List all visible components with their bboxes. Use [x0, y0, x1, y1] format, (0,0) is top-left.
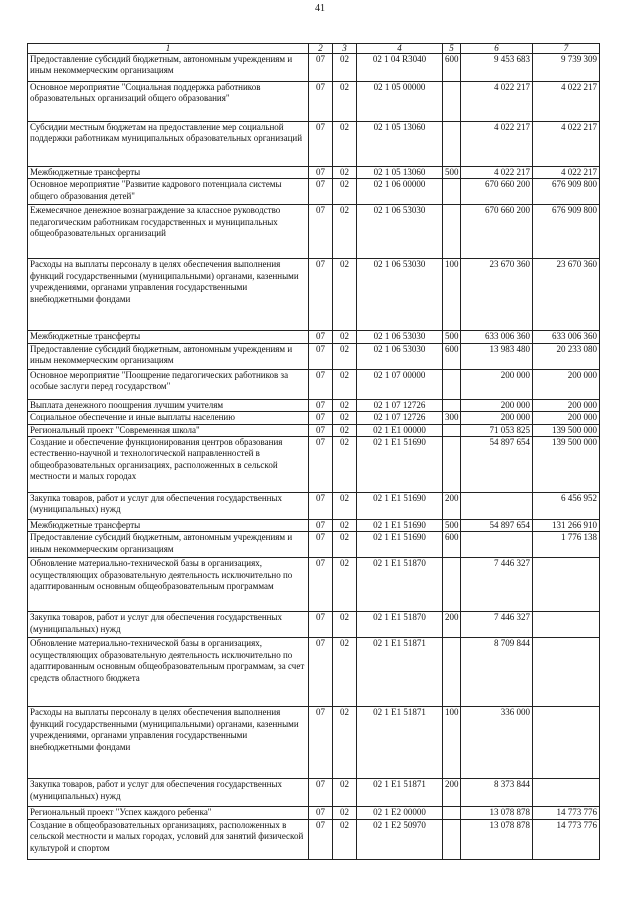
row-amount-year2: 131 266 910 — [533, 520, 600, 532]
row-target-article: 02 1 04 R3040 — [357, 54, 443, 82]
table-row — [28, 343, 600, 369]
column-header: 2 — [309, 44, 333, 54]
row-name: Закупка товаров, работ и услуг для обеспечения государственных (муниципальных) нужд — [28, 493, 309, 520]
row-amount-year1: 54 897 654 — [461, 437, 533, 493]
row-subsection: 02 — [333, 807, 357, 819]
row-name: Предоставление субсидий бюджетным, автономным учреждениям и иным некоммерческим организациям — [28, 54, 309, 82]
row-target-article: 02 1 05 13060 — [357, 167, 443, 179]
row-subsection: 02 — [333, 331, 357, 343]
table-row — [28, 259, 600, 331]
row-section: 07 — [309, 167, 333, 179]
row-subsection: 02 — [333, 638, 357, 707]
row-name: Создание и обеспечение функционирования центров образования естественно-научной и технологической направленностей в общеобразовательных организациях, расположенных в сельской местности и малых городах — [28, 437, 309, 493]
table-row — [28, 520, 600, 532]
row-name: Создание в общеобразовательных организациях, расположенных в сельской местности и малых городах, условий для занятий физической культурой и спортом — [28, 819, 309, 859]
row-section: 07 — [309, 205, 333, 259]
row-section: 07 — [309, 819, 333, 859]
table-row — [28, 819, 600, 859]
row-amount-year2: 14 773 776 — [533, 819, 600, 859]
row-name: Основное мероприятие "Социальная поддержка работников образовательных организаций общего образования" — [28, 82, 309, 122]
row-name: Обновление материально-технической базы в организациях, осуществляющих образовательную деятельность исключительно по адаптированным основным общеобразовательным программам — [28, 558, 309, 612]
row-expense-type: 600 — [443, 54, 461, 82]
row-amount-year2: 14 773 776 — [533, 807, 600, 819]
table-row — [28, 532, 600, 558]
row-amount-year1: 23 670 360 — [461, 259, 533, 331]
row-name: Расходы на выплаты персоналу в целях обеспечения выполнения функций государственными (муниципальными) органами, казенными учреждениями, органами управления государственными внебюджетными фондами — [28, 707, 309, 779]
row-expense-type: 300 — [443, 412, 461, 424]
row-section: 07 — [309, 532, 333, 558]
row-name: Субсидии местным бюджетам на предоставление мер социальной поддержки работникам муниципальных образовательных организаций — [28, 122, 309, 167]
row-name: Межбюджетные трансферты — [28, 167, 309, 179]
row-amount-year1: 71 053 825 — [461, 424, 533, 436]
row-expense-type: 200 — [443, 779, 461, 807]
row-expense-type — [443, 437, 461, 493]
row-subsection: 02 — [333, 179, 357, 205]
row-subsection: 02 — [333, 369, 357, 399]
table-row — [28, 54, 600, 82]
row-expense-type — [443, 369, 461, 399]
row-expense-type: 200 — [443, 612, 461, 638]
row-subsection: 02 — [333, 54, 357, 82]
row-section: 07 — [309, 399, 333, 411]
row-amount-year1: 9 453 683 — [461, 54, 533, 82]
row-amount-year2: 4 022 217 — [533, 82, 600, 122]
row-amount-year2: 139 500 000 — [533, 424, 600, 436]
page-number: 41 — [315, 3, 325, 14]
row-amount-year1: 8 709 844 — [461, 638, 533, 707]
row-expense-type: 200 — [443, 493, 461, 520]
row-amount-year2 — [533, 638, 600, 707]
table-row — [28, 167, 600, 179]
row-target-article: 02 1 E2 50970 — [357, 819, 443, 859]
row-expense-type — [443, 638, 461, 707]
table-row — [28, 493, 600, 520]
row-section: 07 — [309, 558, 333, 612]
row-section: 07 — [309, 412, 333, 424]
row-section: 07 — [309, 638, 333, 707]
row-expense-type — [443, 807, 461, 819]
table-row — [28, 779, 600, 807]
row-amount-year1 — [461, 493, 533, 520]
row-amount-year2: 9 739 309 — [533, 54, 600, 82]
row-name: Закупка товаров, работ и услуг для обеспечения государственных (муниципальных) нужд — [28, 779, 309, 807]
row-amount-year1: 13 078 878 — [461, 819, 533, 859]
table-row — [28, 412, 600, 424]
row-subsection: 02 — [333, 424, 357, 436]
column-header: 7 — [533, 44, 600, 54]
row-section: 07 — [309, 707, 333, 779]
row-target-article: 02 1 E1 51871 — [357, 638, 443, 707]
row-section: 07 — [309, 493, 333, 520]
row-expense-type — [443, 205, 461, 259]
table-row — [28, 707, 600, 779]
row-section: 07 — [309, 179, 333, 205]
table-row — [28, 437, 600, 493]
table-row — [28, 122, 600, 167]
table-row — [28, 369, 600, 399]
row-amount-year2: 20 233 080 — [533, 343, 600, 369]
row-amount-year2 — [533, 612, 600, 638]
row-amount-year2: 676 909 800 — [533, 179, 600, 205]
table-row — [28, 82, 600, 122]
row-amount-year1: 200 000 — [461, 399, 533, 411]
row-amount-year1: 8 373 844 — [461, 779, 533, 807]
row-name: Закупка товаров, работ и услуг для обеспечения государственных (муниципальных) нужд — [28, 612, 309, 638]
row-subsection: 02 — [333, 399, 357, 411]
row-amount-year2 — [533, 558, 600, 612]
row-expense-type — [443, 558, 461, 612]
row-section: 07 — [309, 331, 333, 343]
row-expense-type — [443, 82, 461, 122]
row-target-article: 02 1 E1 51690 — [357, 493, 443, 520]
row-name: Межбюджетные трансферты — [28, 520, 309, 532]
header-row — [28, 44, 600, 54]
row-name: Социальное обеспечение и иные выплаты населению — [28, 412, 309, 424]
column-header: 4 — [357, 44, 443, 54]
row-amount-year2: 139 500 000 — [533, 437, 600, 493]
row-expense-type: 500 — [443, 167, 461, 179]
table-row — [28, 424, 600, 436]
row-section: 07 — [309, 612, 333, 638]
row-expense-type — [443, 819, 461, 859]
row-expense-type: 500 — [443, 520, 461, 532]
row-target-article: 02 1 E2 00000 — [357, 807, 443, 819]
row-name: Расходы на выплаты персоналу в целях обеспечения выполнения функций государственными (муниципальными) органами, казенными учреждениями, органами управления государственными внебюджетными фондами — [28, 259, 309, 331]
table-row — [28, 399, 600, 411]
row-expense-type: 100 — [443, 259, 461, 331]
row-target-article: 02 1 07 00000 — [357, 369, 443, 399]
row-target-article: 02 1 07 12726 — [357, 399, 443, 411]
row-amount-year1: 336 000 — [461, 707, 533, 779]
table-row — [28, 807, 600, 819]
row-amount-year2: 200 000 — [533, 399, 600, 411]
row-amount-year1: 4 022 217 — [461, 122, 533, 167]
row-subsection: 02 — [333, 82, 357, 122]
row-target-article: 02 1 E1 51690 — [357, 532, 443, 558]
row-expense-type: 500 — [443, 331, 461, 343]
row-amount-year1 — [461, 532, 533, 558]
row-expense-type — [443, 179, 461, 205]
row-amount-year1: 13 983 480 — [461, 343, 533, 369]
row-section: 07 — [309, 54, 333, 82]
row-section: 07 — [309, 343, 333, 369]
row-amount-year1: 13 078 878 — [461, 807, 533, 819]
row-subsection: 02 — [333, 493, 357, 520]
row-subsection: 02 — [333, 437, 357, 493]
row-target-article: 02 1 E1 51690 — [357, 520, 443, 532]
row-expense-type: 600 — [443, 532, 461, 558]
row-target-article: 02 1 E1 51690 — [357, 437, 443, 493]
column-header: 6 — [461, 44, 533, 54]
row-amount-year1: 54 897 654 — [461, 520, 533, 532]
row-expense-type — [443, 399, 461, 411]
table-row — [28, 331, 600, 343]
table-row — [28, 558, 600, 612]
row-name: Региональный проект "Успех каждого ребенка" — [28, 807, 309, 819]
row-subsection: 02 — [333, 779, 357, 807]
row-target-article: 02 1 E1 00000 — [357, 424, 443, 436]
row-subsection: 02 — [333, 122, 357, 167]
row-section: 07 — [309, 424, 333, 436]
row-amount-year2: 4 022 217 — [533, 122, 600, 167]
row-subsection: 02 — [333, 558, 357, 612]
row-subsection: 02 — [333, 412, 357, 424]
row-section: 07 — [309, 82, 333, 122]
row-amount-year1: 4 022 217 — [461, 82, 533, 122]
row-amount-year2: 23 670 360 — [533, 259, 600, 331]
table-row — [28, 638, 600, 707]
row-amount-year2: 633 006 360 — [533, 331, 600, 343]
row-name: Предоставление субсидий бюджетным, автономным учреждениям и иным некоммерческим организациям — [28, 343, 309, 369]
row-section: 07 — [309, 807, 333, 819]
row-section: 07 — [309, 779, 333, 807]
row-subsection: 02 — [333, 520, 357, 532]
column-header: 3 — [333, 44, 357, 54]
row-amount-year2: 676 909 800 — [533, 205, 600, 259]
row-target-article: 02 1 E1 51870 — [357, 612, 443, 638]
table-row — [28, 205, 600, 259]
row-amount-year2: 200 000 — [533, 412, 600, 424]
row-section: 07 — [309, 520, 333, 532]
row-name: Региональный проект "Современная школа" — [28, 424, 309, 436]
row-subsection: 02 — [333, 532, 357, 558]
row-amount-year1: 200 000 — [461, 369, 533, 399]
row-name: Ежемесячное денежное вознаграждение за классное руководство педагогическим работникам государственных и муниципальных общеобразовательных организаций — [28, 205, 309, 259]
row-target-article: 02 1 05 00000 — [357, 82, 443, 122]
row-amount-year2 — [533, 707, 600, 779]
row-subsection: 02 — [333, 707, 357, 779]
row-section: 07 — [309, 369, 333, 399]
row-amount-year1: 200 000 — [461, 412, 533, 424]
row-name: Выплата денежного поощрения лучшим учителям — [28, 399, 309, 411]
row-section: 07 — [309, 122, 333, 167]
table-row — [28, 612, 600, 638]
row-amount-year1: 4 022 217 — [461, 167, 533, 179]
row-subsection: 02 — [333, 819, 357, 859]
row-expense-type — [443, 122, 461, 167]
row-section: 07 — [309, 259, 333, 331]
row-amount-year1: 7 446 327 — [461, 612, 533, 638]
row-target-article: 02 1 06 53030 — [357, 331, 443, 343]
row-expense-type: 600 — [443, 343, 461, 369]
row-target-article: 02 1 06 53030 — [357, 259, 443, 331]
row-name: Межбюджетные трансферты — [28, 331, 309, 343]
row-subsection: 02 — [333, 343, 357, 369]
row-name: Основное мероприятие "Поощрение педагогических работников за особые заслуги перед государством" — [28, 369, 309, 399]
row-amount-year1: 7 446 327 — [461, 558, 533, 612]
row-amount-year2: 6 456 952 — [533, 493, 600, 520]
column-header: 1 — [28, 44, 309, 54]
row-amount-year2: 4 022 217 — [533, 167, 600, 179]
row-name: Обновление материально-технической базы в организациях, осуществляющих образовательную деятельность исключительно по адаптированным основным общеобразовательным программам, за счет средств областного бюджета — [28, 638, 309, 707]
row-subsection: 02 — [333, 612, 357, 638]
row-section: 07 — [309, 437, 333, 493]
row-amount-year1: 670 660 200 — [461, 179, 533, 205]
table-row — [28, 179, 600, 205]
column-header: 5 — [443, 44, 461, 54]
row-target-article: 02 1 07 12726 — [357, 412, 443, 424]
row-name: Предоставление субсидий бюджетным, автономным учреждениям и иным некоммерческим организациям — [28, 532, 309, 558]
row-amount-year1: 670 660 200 — [461, 205, 533, 259]
row-expense-type: 100 — [443, 707, 461, 779]
row-amount-year1: 633 006 360 — [461, 331, 533, 343]
row-target-article: 02 1 E1 51870 — [357, 558, 443, 612]
row-amount-year2 — [533, 779, 600, 807]
row-subsection: 02 — [333, 167, 357, 179]
row-target-article: 02 1 E1 51871 — [357, 779, 443, 807]
budget-table — [27, 43, 600, 860]
row-target-article: 02 1 E1 51871 — [357, 707, 443, 779]
row-name: Основное мероприятие "Развитие кадрового потенциала системы общего образования детей" — [28, 179, 309, 205]
row-subsection: 02 — [333, 205, 357, 259]
row-subsection: 02 — [333, 259, 357, 331]
row-amount-year2: 1 776 138 — [533, 532, 600, 558]
row-target-article: 02 1 05 13060 — [357, 122, 443, 167]
row-target-article: 02 1 06 53030 — [357, 205, 443, 259]
row-target-article: 02 1 06 00000 — [357, 179, 443, 205]
row-expense-type — [443, 424, 461, 436]
row-target-article: 02 1 06 53030 — [357, 343, 443, 369]
row-amount-year2: 200 000 — [533, 369, 600, 399]
